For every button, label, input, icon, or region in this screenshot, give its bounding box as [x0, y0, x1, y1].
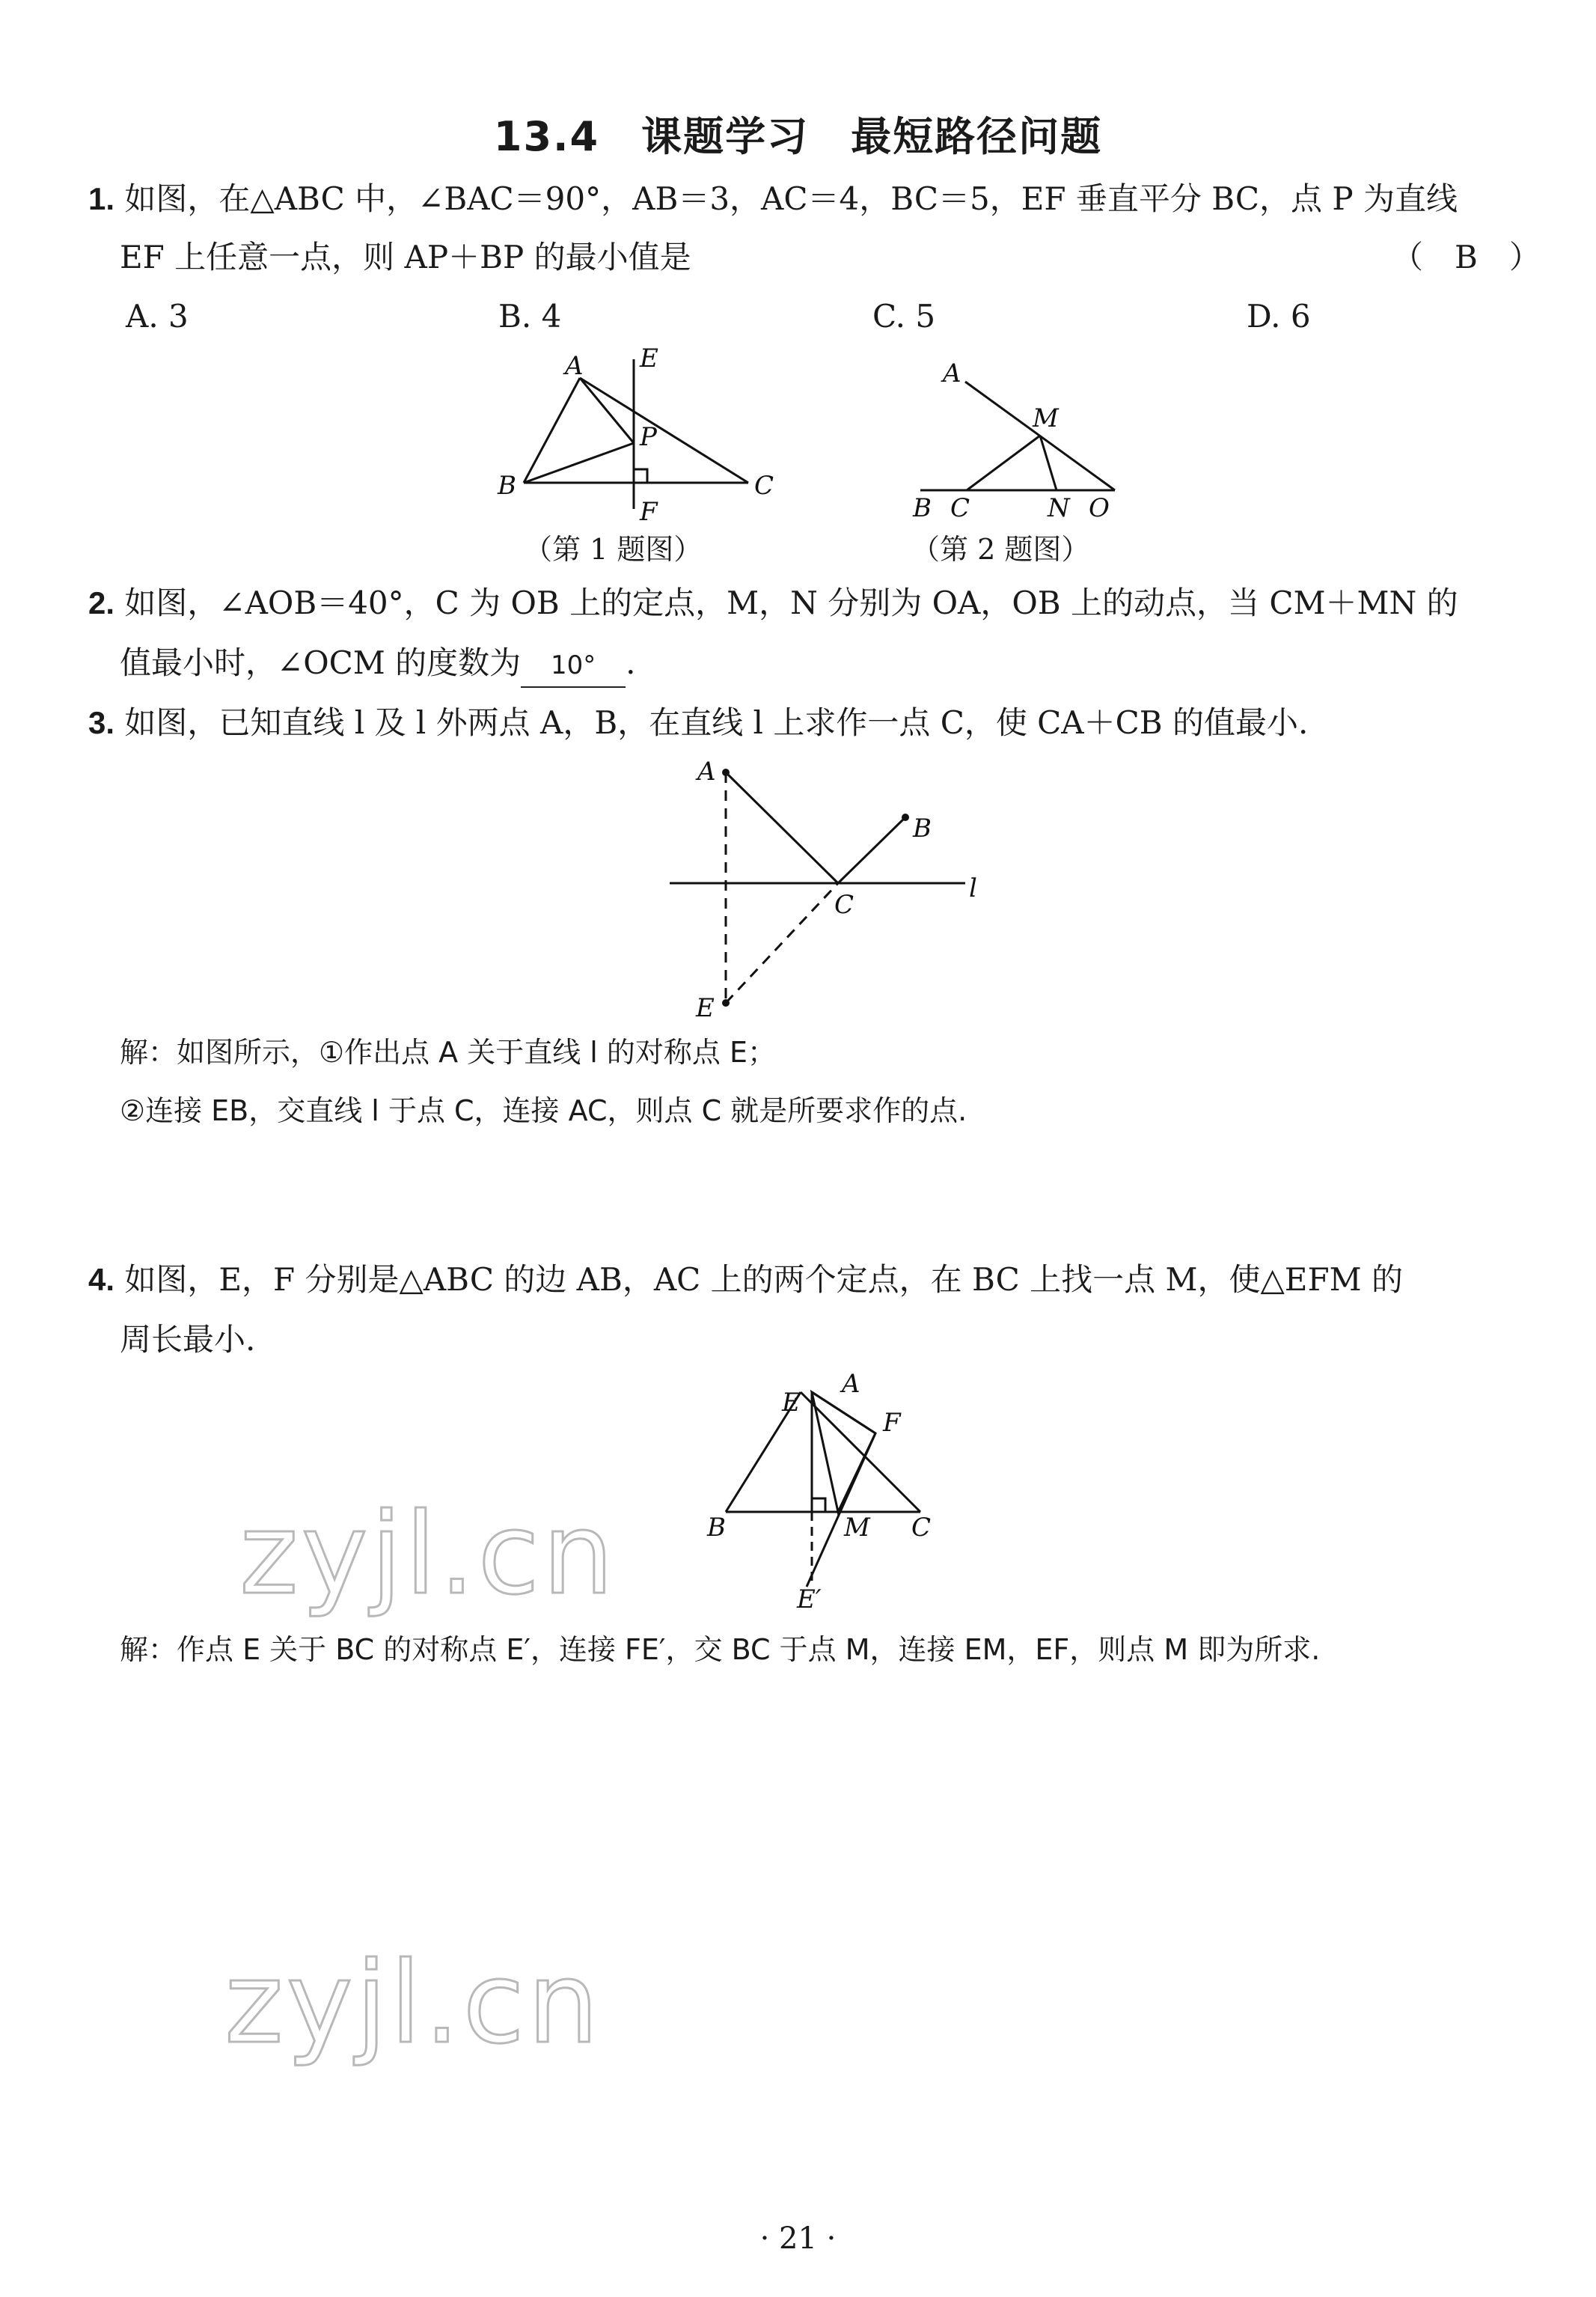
fig2-label-b: B: [913, 493, 932, 523]
fig4-label-e-prime: E′: [797, 1584, 822, 1614]
q1-answer: （ B ）: [1392, 239, 1541, 275]
q1-option-c: C. 5: [872, 298, 936, 335]
q4-solution: 解：作点 E 关于 BC 的对称点 E′，连接 FE′，交 BC 于点 M，连接 EM，EF，则点 M 即为所求.: [120, 1633, 1321, 1666]
fig3-label-e: E: [696, 993, 715, 1023]
q4-text-line1: 如图，E，F 分别是△ABC 的边 AB，AC 上的两个定点，在 BC 上找一点 M，使△EFM 的: [124, 1261, 1403, 1298]
fig2-segment-mn: [1040, 436, 1057, 490]
fig4-segment-fe-prime: [807, 1433, 875, 1587]
q1-text-line1: 如图，在△ABC 中，∠BAC＝90°，AB＝3，AC＝4，BC＝5，EF 垂直平分 BC，点 P 为直线: [124, 180, 1458, 217]
fig4-label-c: C: [911, 1513, 932, 1543]
q3-text-line1: 如图，已知直线 l 及 l 外两点 A，B，在直线 l 上求作一点 C，使 CA＋CB 的值最小.: [124, 704, 1309, 741]
figure-1: [486, 344, 786, 531]
q1-option-a: A. 3: [126, 298, 189, 335]
fig1-segment-bp: [524, 443, 634, 483]
fig2-label-o: O: [1089, 493, 1110, 523]
fig3-label-a: A: [697, 757, 716, 787]
fig1-caption: （第 1 题图）: [524, 533, 703, 566]
q2-answer-blank: 10°: [521, 644, 626, 688]
fig3-label-b: B: [913, 814, 932, 844]
fig3-point-a: [722, 769, 730, 776]
fig3-dashed-ec: [726, 883, 838, 1003]
fig3-segment-ac: [726, 772, 838, 883]
fig1-label-b: B: [498, 471, 516, 501]
q2-number: 2.: [88, 585, 115, 620]
fig4-label-e: E: [782, 1388, 801, 1418]
fig1-label-f: F: [640, 497, 658, 527]
watermark: zyjl.cn: [224, 1938, 602, 2069]
figure-3: [658, 756, 995, 1033]
fig4-label-b: B: [707, 1513, 726, 1543]
fig2-label-m: M: [1033, 403, 1059, 433]
q4-line1: [88, 1259, 1403, 1301]
watermark: zyjl.cn: [239, 1489, 617, 1620]
q2-line1: [88, 582, 1458, 624]
fig4-label-a: A: [842, 1370, 860, 1399]
page-title: 13.4 课题学习 最短路径问题: [493, 113, 1103, 160]
fig3-point-b: [902, 814, 909, 821]
q2-line2: [120, 642, 635, 688]
q1-option-b: B. 4: [498, 298, 562, 335]
fig1-segment-ap: [580, 378, 634, 443]
q4-text-line2: 周长最小.: [120, 1321, 256, 1358]
q4-number: 4.: [88, 1262, 115, 1297]
fig2-label-c: C: [950, 493, 970, 523]
fig2-label-a: A: [943, 359, 961, 388]
figure-2: [898, 352, 1145, 524]
fig2-segment-cm: [967, 436, 1040, 490]
q1-text-line2: EF 上任意一点，则 AP＋BP 的最小值是: [120, 239, 691, 275]
fig1-segment-ac: [580, 378, 748, 483]
fig4-right-angle-mark: [812, 1498, 825, 1512]
fig2-label-n: N: [1048, 493, 1070, 523]
q1-number: 1.: [88, 181, 115, 216]
page-number: · 21 ·: [759, 2221, 837, 2256]
fig1-label-a: A: [565, 351, 584, 381]
fig1-label-e: E: [640, 344, 658, 373]
fig4-label-m: M: [844, 1513, 870, 1543]
q2-text-line1: 如图，∠AOB＝40°，C 为 OB 上的定点，M，N 分别为 OA，OB 上的动点，当 CM＋MN 的: [124, 585, 1458, 621]
fig2-caption: （第 2 题图）: [911, 533, 1090, 566]
fig1-segment-ab: [524, 378, 580, 483]
fig1-label-c: C: [754, 471, 774, 501]
q1-line1: [88, 178, 1458, 220]
q3-line1: [88, 702, 1308, 744]
q2-text-suffix: .: [626, 644, 636, 681]
fig3-point-e: [722, 999, 730, 1007]
q3-solution-line1: 解：如图所示，①作出点 A 关于直线 l 的对称点 E；: [120, 1036, 777, 1069]
q3-solution-line2: ②连接 EB，交直线 l 于点 C，连接 AC，则点 C 就是所要求作的点.: [120, 1094, 967, 1127]
q2-text-line2: 值最小时，∠OCM 的度数为: [120, 644, 522, 681]
q3-number: 3.: [88, 705, 115, 740]
fig1-label-p: P: [640, 422, 657, 452]
q1-option-d: D. 6: [1247, 298, 1311, 335]
fig3-label-l: l: [969, 873, 977, 903]
fig4-label-f: F: [883, 1408, 901, 1438]
fig4-segment-ac: [801, 1392, 920, 1512]
fig3-label-c: C: [834, 890, 854, 920]
fig3-segment-cb: [838, 817, 905, 883]
figure-4: [703, 1370, 950, 1617]
fig1-right-angle-mark: [634, 469, 647, 483]
